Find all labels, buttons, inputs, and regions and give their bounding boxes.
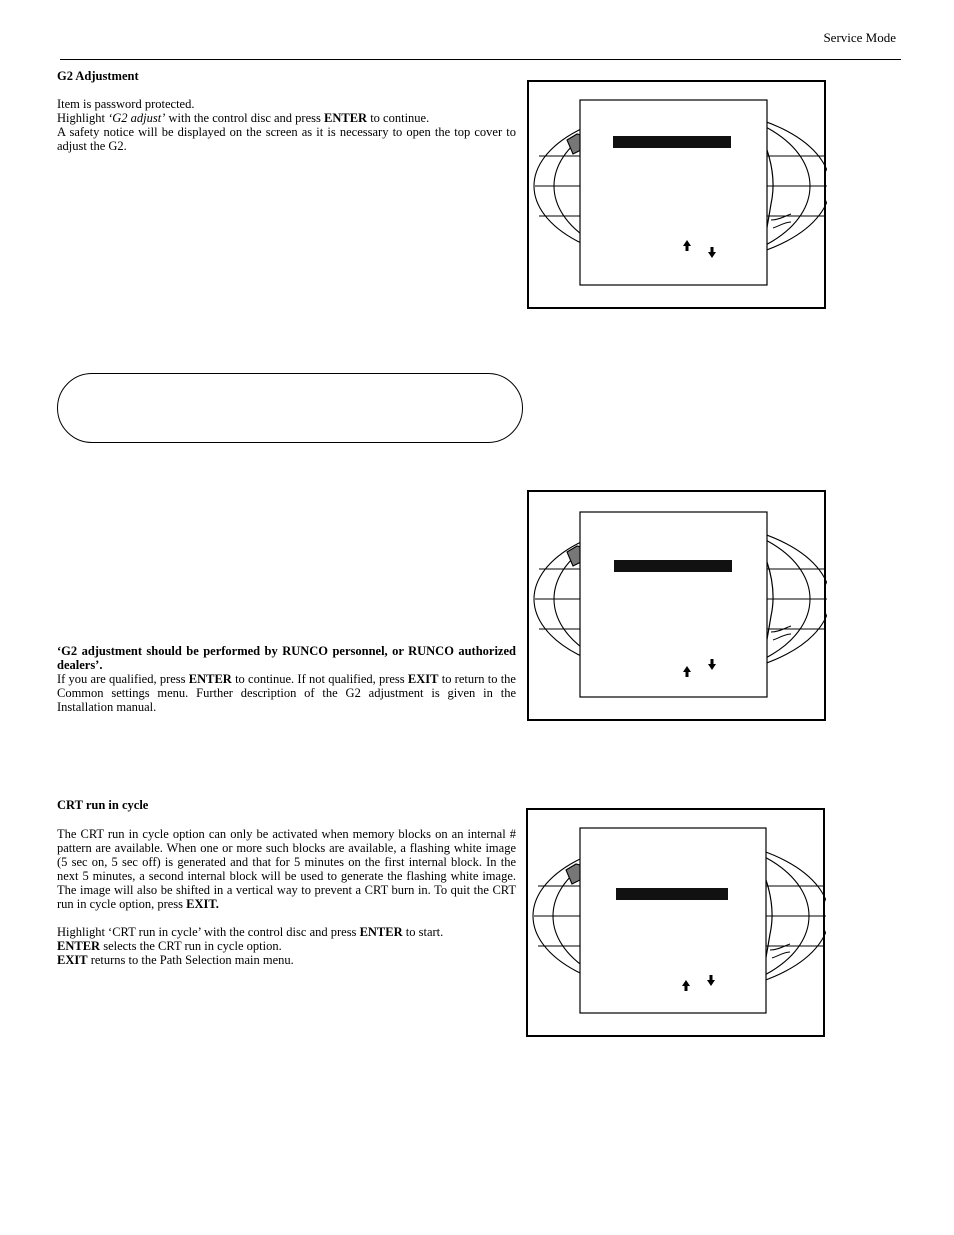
crt-para-4: EXIT returns to the Path Selection main menu. xyxy=(57,953,294,967)
menu-window xyxy=(580,100,767,285)
menu-highlight-bar xyxy=(614,560,732,572)
menu-window xyxy=(580,828,766,1013)
g2-para-3: A safety notice will be displayed on the screen as it is necessary to open the top cover to adjust the G2. xyxy=(57,125,516,153)
g2-body xyxy=(57,97,516,153)
menu-highlight-bar xyxy=(613,136,731,148)
menu-screen-figure-2 xyxy=(527,490,827,722)
menu-highlight-bar xyxy=(616,888,728,900)
crt-heading: CRT run in cycle xyxy=(57,798,149,812)
g2-notice-body xyxy=(57,644,516,714)
g2-para-2: Highlight ‘G2 adjust’ with the control disc and press ENTER to continue. xyxy=(57,111,430,125)
crt-para-2: Highlight ‘CRT run in cycle’ with the control disc and press ENTER to start. xyxy=(57,925,444,939)
menu-screen-figure-3 xyxy=(526,808,826,1038)
crt-body xyxy=(57,827,516,967)
menu-screen-figure-1 xyxy=(527,80,827,310)
crt-para-1: The CRT run in cycle option can only be activated when memory blocks on an internal # pattern are available. When one or more such blocks are available, a flashing white image (5 sec on, 5 sec off) is generated and that for 5 minutes on the first internal block. In the next 5 minutes, a second internal block will be used to generate the flashing white image. The image will also be shifted in a vertical way to prevent a CRT burn in. To quit the CRT run in cycle option, press EXIT. xyxy=(57,827,516,911)
header-rule xyxy=(60,59,901,60)
g2-notice-para: If you are qualified, press ENTER to continue. If not qualified, press EXIT to return to the Common settings menu. Further description of the G2 adjustment is given in the Installation manual. xyxy=(57,672,516,714)
page-section-header: Service Mode xyxy=(823,30,896,45)
crt-para-3: ENTER selects the CRT run in cycle option. xyxy=(57,939,282,953)
g2-para-1: Item is password protected. xyxy=(57,97,195,111)
note-callout-box xyxy=(57,373,523,443)
g2-heading: G2 Adjustment xyxy=(57,69,139,83)
g2-notice-bold: ‘G2 adjustment should be performed by RUNCO personnel, or RUNCO authorized dealers’. xyxy=(57,644,516,672)
menu-window xyxy=(580,512,767,697)
